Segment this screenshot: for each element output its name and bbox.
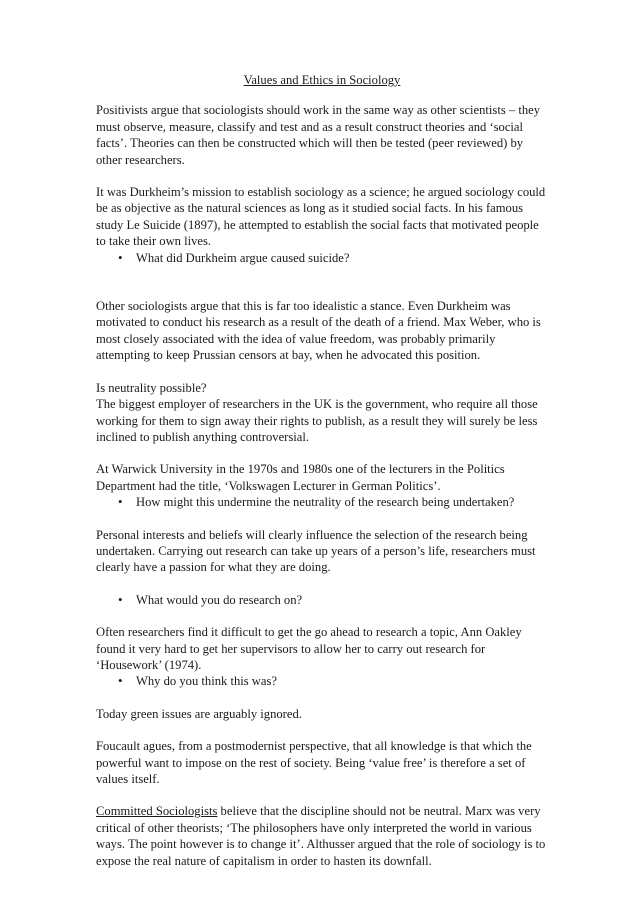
question-durkheim-suicide: • What did Durkheim argue caused suicide? — [96, 250, 548, 266]
paragraph-government: The biggest employer of researchers in the UK is the government, who require all those working for them to sign away their rights to publish, as a result they will surely be less inclined to publish anything controversial. — [96, 397, 538, 444]
question-list-4 — [96, 673, 548, 689]
document-title: Values and Ethics in Sociology — [243, 73, 401, 87]
question-why: • Why do you think this was? — [96, 673, 548, 689]
paragraph-durkheim: It was Durkheim’s mission to establish sociology as a science; he argued sociology could be as objective as the natural sciences as long as it studied social facts. In his famous study Le Suicide (1897), he attempted to establish the social facts that motivated people to take their own lives. — [96, 185, 546, 249]
question-list-1 — [96, 250, 548, 266]
heading-neutrality: Is neutrality possible? — [96, 380, 207, 395]
paragraph-oakley: Often researchers find it difficult to get the go ahead to research a topic, Ann Oakley found it very hard to get her supervisors to allow her to carry out research for ‘Housework’ (1974). — [96, 625, 522, 672]
paragraph-warwick: At Warwick University in the 1970s and 1980s one of the lecturers in the Politics Department had the title, ‘Volkswagen Lecturer in German Politics’. — [96, 462, 505, 493]
question-research-topic: • What would you do research on? — [96, 592, 548, 608]
question-list-3 — [96, 592, 548, 608]
question-list-2 — [96, 494, 548, 510]
paragraph-positivists: Positivists argue that sociologists should work in the same way as other scientists – they must observe, measure, classify and test and as a result construct theories and ‘social facts’. Theories can then be constructed which will then be tested (peer reviewed) by other researchers. — [96, 103, 541, 167]
paragraph-green-issues: Today green issues are arguably ignored. — [96, 706, 302, 721]
paragraph-interests: Personal interests and beliefs will clearly influence the selection of the research being undertaken. Carrying out research can take up years of a person’s life, researchers must clearly have a passion for what they are doing. — [96, 527, 536, 575]
paragraph-committed-text: believe that the discipline should not be neutral. Marx was very critical of other theorists; ‘The philosophers have only interpreted the world in various ways. The point however is to change it’. Althusser argued that the role of sociology is to expose the real nature of capitalism in order to hasten its downfall. — [96, 804, 546, 868]
paragraph-idealistic: Other sociologists argue that this is far too idealistic a stance. Even Durkheim was motivated to conduct his research as a result of the death of a friend. Max Weber, who is most closely associated with the idea of value freedom, was probably primarily attempting to keep Prussian censors at bay, when he advocated this position. — [96, 299, 541, 363]
term-committed-sociologists: Committed Sociologists — [96, 804, 218, 819]
question-neutrality: • How might this undermine the neutrality of the research being undertaken? — [96, 494, 548, 510]
paragraph-committed — [96, 803, 548, 869]
document-page — [96, 72, 548, 869]
paragraph-foucault: Foucault agues, from a postmodernist perspective, that all knowledge is that which the powerful want to impose on the rest of society. Being ‘value free’ is therefore a set of values itself. — [96, 739, 532, 786]
